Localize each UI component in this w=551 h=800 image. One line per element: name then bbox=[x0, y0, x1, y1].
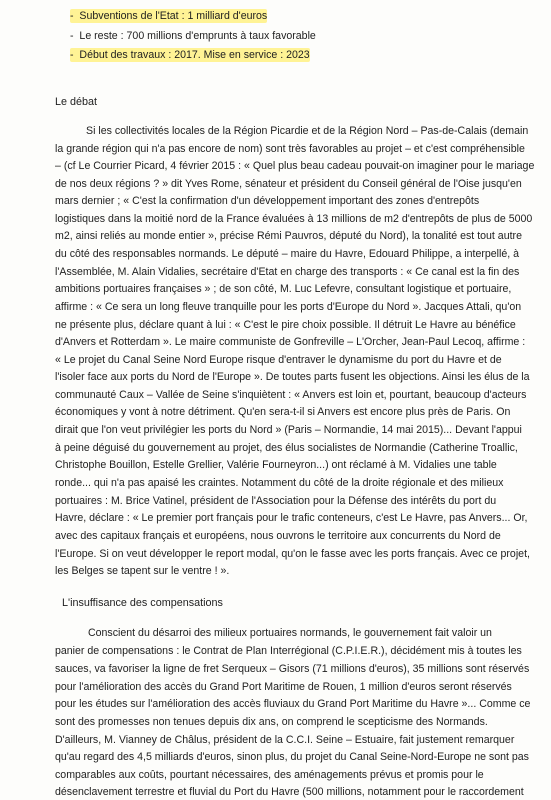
bullet-item: - Subventions de l'Etat : 1 milliard d'euros bbox=[70, 10, 268, 22]
paragraph-line: économiques y vont à notre détriment. Qu'en sera-t-il si Anvers est encore plus près de Paris. On bbox=[55, 406, 511, 418]
paragraph-line: communauté Caux – Vallée de Seine s'inquiètent : « Anvers est loin et, pourtant, beaucoup d'acteurs bbox=[55, 389, 527, 401]
paragraph-line: désenclavement terrestre et fluvial du Port du Havre (500 millions, notamment pour le raccordement bbox=[55, 786, 524, 798]
paragraph-line: – (cf Le Courrier Picard, 4 février 2015 : « Quel plus beau cadeau pouvait-on imaginer pour le mariage bbox=[55, 160, 535, 172]
bullet-item: - Le reste : 700 millions d'emprunts à taux favorable bbox=[70, 30, 316, 42]
paragraph-line: la grande région qui n'a pas encore de nom) sont très favorables au projet – et c'est compréhensible bbox=[55, 143, 525, 155]
bullet-item: - Début des travaux : 2017. Mise en service : 2023 bbox=[70, 49, 310, 61]
paragraph-line: à peine déguisé du gouvernement au projet, des élus socialistes de Normandie (Catherine Troallic, bbox=[55, 442, 518, 454]
paragraph-line: l'Europe. Si on veut développer le report modal, qu'on le fasse avec les ports français. Avec ce projet, bbox=[55, 548, 530, 560]
paragraph-line: portuaires : M. Brice Vatinel, président de l'Association pour la Défense des intérêts du port du bbox=[55, 495, 497, 507]
bullet-marker: - bbox=[70, 30, 80, 42]
paragraph-line: ronde... qui n'a pas apaisé les craintes. Notamment du côté de la droite régionale et des milieux bbox=[55, 477, 504, 489]
section-heading: L'insuffisance des compensations bbox=[62, 597, 223, 609]
paragraph-line: de nos deux régions ? » dit Yves Rome, sénateur et président du Conseil général de l'Oise jusqu'en bbox=[55, 178, 522, 190]
section-heading: Le débat bbox=[55, 96, 98, 108]
paragraph-line: ne présente plus, déclare quant à lui : « C'est le pire choix possible. Il détruit Le Havre au bénéfice bbox=[55, 319, 516, 331]
paragraph-line: sauces, va favoriser la ligne de fret Serqueux – Gisors (71 millions d'euros), 35 millions sont réservés bbox=[55, 663, 530, 675]
paragraph-line: les Belges se tapent sur le ventre ! ». bbox=[55, 565, 230, 577]
paragraph-line: ambitions portuaires françaises » ; de son côté, M. Luc Lefevre, consultant logistique et portuaire, bbox=[55, 283, 512, 295]
paragraph-line: pour l'amélioration des accès du Grand Port Maritime de Rouen, 1 million d'euros seront réservés bbox=[55, 681, 512, 693]
paragraph-line: dirait que l'on veut privilégier les ports du Nord » (Paris – Normandie, 14 mai 2015)... Devant l'appui bbox=[55, 424, 522, 436]
paragraph-line: logistiques dans la moitié nord de la France évaluées à 13 millions de m2 d'entrepôts de plus de 5000 bbox=[55, 213, 533, 225]
bullet-marker: - bbox=[70, 10, 80, 22]
paragraph-line: mars dernier ; « C'est la confirmation d'un développement important des zones d'entrepôts bbox=[55, 195, 480, 207]
paragraph-line: Conscient du désarroi des milieux portuaires normands, le gouvernement fait valoir un bbox=[88, 627, 492, 639]
paragraph-line: « Le projet du Canal Seine Nord Europe risque d'entraver le dynamisme du port du Havre et de bbox=[55, 354, 502, 366]
paragraph-line: m2, ainsi reliés au monde entier », précise Rémi Pauvros, député du Nord), la tonalité est tout autre bbox=[55, 230, 522, 242]
paragraph-line: comparables aux coûts, pourtant nécessaires, des aménagements prévus et promis pour le bbox=[55, 769, 484, 781]
paragraph-line: pour les études sur l'amélioration des accès fluviaux du Grand Port Maritime du Havre »... Comme ce bbox=[55, 698, 531, 710]
paragraph-line: Havre, déclare : « Le premier port français pour le trafic conteneurs, c'est Le Havre, pas Anvers... Or, bbox=[55, 512, 528, 524]
paragraph-line: Christophe Bouillon, Estelle Grellier, Valérie Fourneyron...) ont réclamé à M. Vidalies une table bbox=[55, 459, 497, 471]
paragraph-line: Si les collectivités locales de la Région Picardie et de la Région Nord – Pas-de-Calais (demain bbox=[86, 125, 529, 137]
paragraph-line: l'Assemblée, M. Alain Vidalies, secrétaire d'Etat en charge des transports : « Ce canal est la fin des bbox=[55, 266, 520, 278]
paragraph-line: l'isoler face aux ports du Nord de l'Europe ». De toutes parts fusent les objections. Ainsi les élus de la bbox=[55, 371, 530, 383]
paragraph-line: D'ailleurs, M. Vianney de Châlus, président de la C.C.I. Seine – Estuaire, fait justement remarquer bbox=[55, 734, 515, 746]
paragraph-line: du côté des responsables normands. Le député – maire du Havre, Edouard Philippe, a interpellé, à bbox=[55, 248, 520, 260]
paragraph-line: avec des capitaux français et européens, nous ouvrons le territoire aux concurrents du Nord de bbox=[55, 530, 501, 542]
paragraph-line: sont des promesses non tenues depuis dix ans, on comprend le scepticisme des Normands. bbox=[55, 716, 488, 728]
paragraph-line: d'Anvers et Rotterdam ». Le maire communiste de Gonfreville – L'Orcher, Jean-Paul Lecoq, affirme : bbox=[55, 336, 526, 348]
paragraph-line: panier de compensations : le Contrat de Plan Interrégional (C.P.I.E.R.), décidément mis à toutes les bbox=[55, 645, 522, 657]
paragraph-line: affirme : « Ce sera un long fleuve tranquille pour les ports d'Europe du Nord ». Jacques Attali, qu'on bbox=[55, 301, 522, 313]
bullet-marker: - bbox=[70, 49, 80, 61]
paragraph-line: qu'au regard des 4,5 milliards d'euros, sinon plus, du projet du Canal Seine-Nord-Europe ne sont pas bbox=[55, 751, 529, 763]
